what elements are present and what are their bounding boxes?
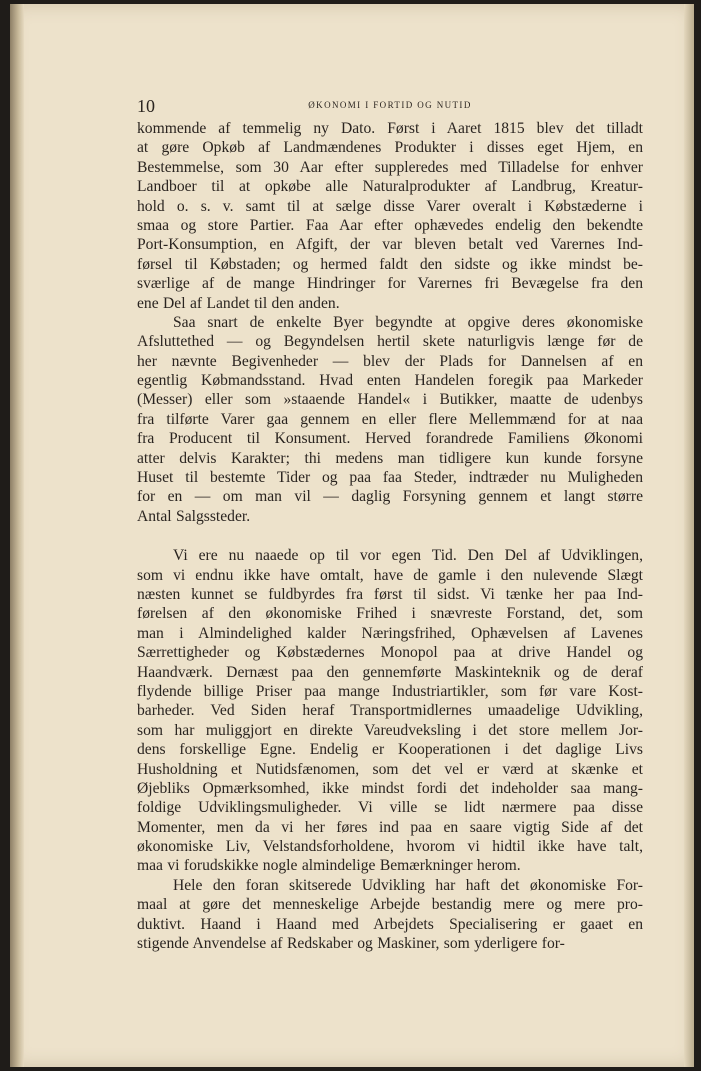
text-line: egentlig Købmandsstand. Hvad enten Handelen foregik paa Markeder: [137, 372, 643, 390]
text-line: Bestemmelse, som 30 Aar efter suppleredes med Tilladelse for enhver: [137, 158, 643, 176]
text-line: Vi ere nu naaede op til vor egen Tid. Den Del af Udviklingen,: [173, 547, 643, 565]
text-line: smaa og store Partier. Faa Aar efter ophævedes endelig den bekendte: [137, 216, 643, 234]
text-line: Husholdning et Nutidsfænomen, som det vel er værd at skænke et: [137, 760, 643, 778]
paragraph: [137, 876, 643, 954]
paragraph: [137, 313, 643, 526]
text-line: Port-Konsumption, en Afgift, der var bleven betalt ved Varernes Ind-: [137, 236, 643, 254]
text-line: for en — om man vil — daglig Forsyning gennem et langt større: [137, 488, 643, 506]
text-line: at gøre Opkøb af Landmændenes Produkter i disses eget Hjem, en: [137, 139, 643, 157]
text-line: Antal Salgssteder.: [137, 507, 251, 525]
text-line: fra Producent til Konsument. Herved forandrede Familiens Økonomi: [137, 430, 643, 448]
text-line: (Messer) eller som »staaende Handel« i Butikker, maatte de udenbys: [137, 391, 643, 409]
paragraph-gap: [137, 526, 643, 546]
text-line: Huset til bestemte Tider og paa faa Steder, indtræder nu Muligheden: [137, 469, 643, 487]
text-line: barheder. Ved Siden heraf Transportmidlernes umaadelige Udvikling,: [137, 702, 643, 720]
page-edge: [684, 4, 694, 1067]
page-header: [137, 96, 643, 116]
text-line: sværlige af de mange Hindringer for Varernes fri Bevægelse fra den: [137, 275, 643, 293]
text-line: stigende Anvendelse af Redskaber og Maskiner, som yderligere for-: [137, 935, 565, 953]
paragraph: [137, 119, 643, 313]
text-line: Landboer til at opkøbe alle Naturalprodukter af Landbrug, Kreatur-: [137, 178, 643, 196]
text-line: hold o. s. v. samt til at sælge disse Varer overalt i Købstæderne i: [137, 197, 643, 215]
text-line: maal at gøre det menneskelige Arbejde bestandig mere og mere pro-: [137, 896, 643, 914]
text-line: dens forskellige Egne. Endelig er Kooperationen i det daglige Livs: [137, 741, 643, 759]
text-line: økonomiske Liv, Velstandsforholdene, hvorom vi hidtil ikke have talt,: [137, 838, 643, 856]
text-line: Afsluttethed — og Begyndelsen hertil skete naturligvis længe før de: [137, 333, 643, 351]
page-gutter: [10, 4, 24, 1067]
text-line: Øjebliks Opmærksomhed, ikke mindst fordi det indeholder saa mang-: [137, 779, 643, 797]
running-head: ØKONOMI I FORTID OG NUTID: [308, 100, 472, 110]
paragraph: [137, 546, 643, 876]
text-line: maa vi forudskikke nogle almindelige Bemærkninger herom.: [137, 857, 521, 875]
text-line: atter delvis Karakter; thi medens man tidligere kun kunde forsyne: [137, 449, 643, 467]
text-line: fra tilførte Varer gaa gennem en eller flere Mellemmænd for at naa: [137, 410, 643, 428]
text-line: førelsen af den økonomiske Frihed i snævreste Forstand, det, som: [137, 605, 643, 623]
text-line: kommende af temmelig ny Dato. Først i Aaret 1815 blev det tilladt: [137, 120, 643, 137]
text-line: flydende billige Priser paa mange Industriartikler, som før vare Kost-: [137, 682, 643, 700]
text-line: Momenter, men da vi her føres ind paa en saare vigtig Side af det: [137, 818, 643, 836]
text-line: ene Del af Landet til den anden.: [137, 294, 340, 312]
text-line: næsten kunnet se fuldbyrdes fra først til sidst. Vi tænke her paa Ind-: [137, 585, 643, 603]
text-line: Haandværk. Dernæst paa den gennemførte Maskinteknik og de deraf: [137, 663, 643, 681]
body-text: [137, 119, 643, 953]
text-line: Særrettigheder og Købstædernes Monopol paa at drive Handel og: [137, 644, 643, 662]
text-line: som vi endnu ikke have omtalt, have de gamle i den nulevende Slægt: [137, 566, 643, 584]
text-line: Saa snart de enkelte Byer begyndte at opgive deres økonomiske: [173, 313, 643, 331]
text-line: som har muliggjort en direkte Vareudveksling i det store mellem Jor-: [137, 721, 643, 739]
text-line: Hele den foran skitserede Udvikling har haft det økonomiske For-: [173, 876, 643, 894]
text-line: man i Almindelighed kalder Næringsfrihed, Ophævelsen af Lavenes: [137, 624, 643, 642]
text-line: foldige Udviklingsmuligheder. Vi ville se lidt nærmere paa disse: [137, 799, 643, 817]
text-line: duktivt. Haand i Haand med Arbejdets Specialisering er gaaet en: [137, 915, 643, 933]
page-number: 10: [137, 96, 155, 116]
text-line: førsel til Købstaden; og hermed faldt den sidste og ikke mindst be-: [137, 255, 643, 273]
text-line: her nævnte Begivenheder — blev der Plads for Dannelsen af en: [137, 352, 643, 370]
